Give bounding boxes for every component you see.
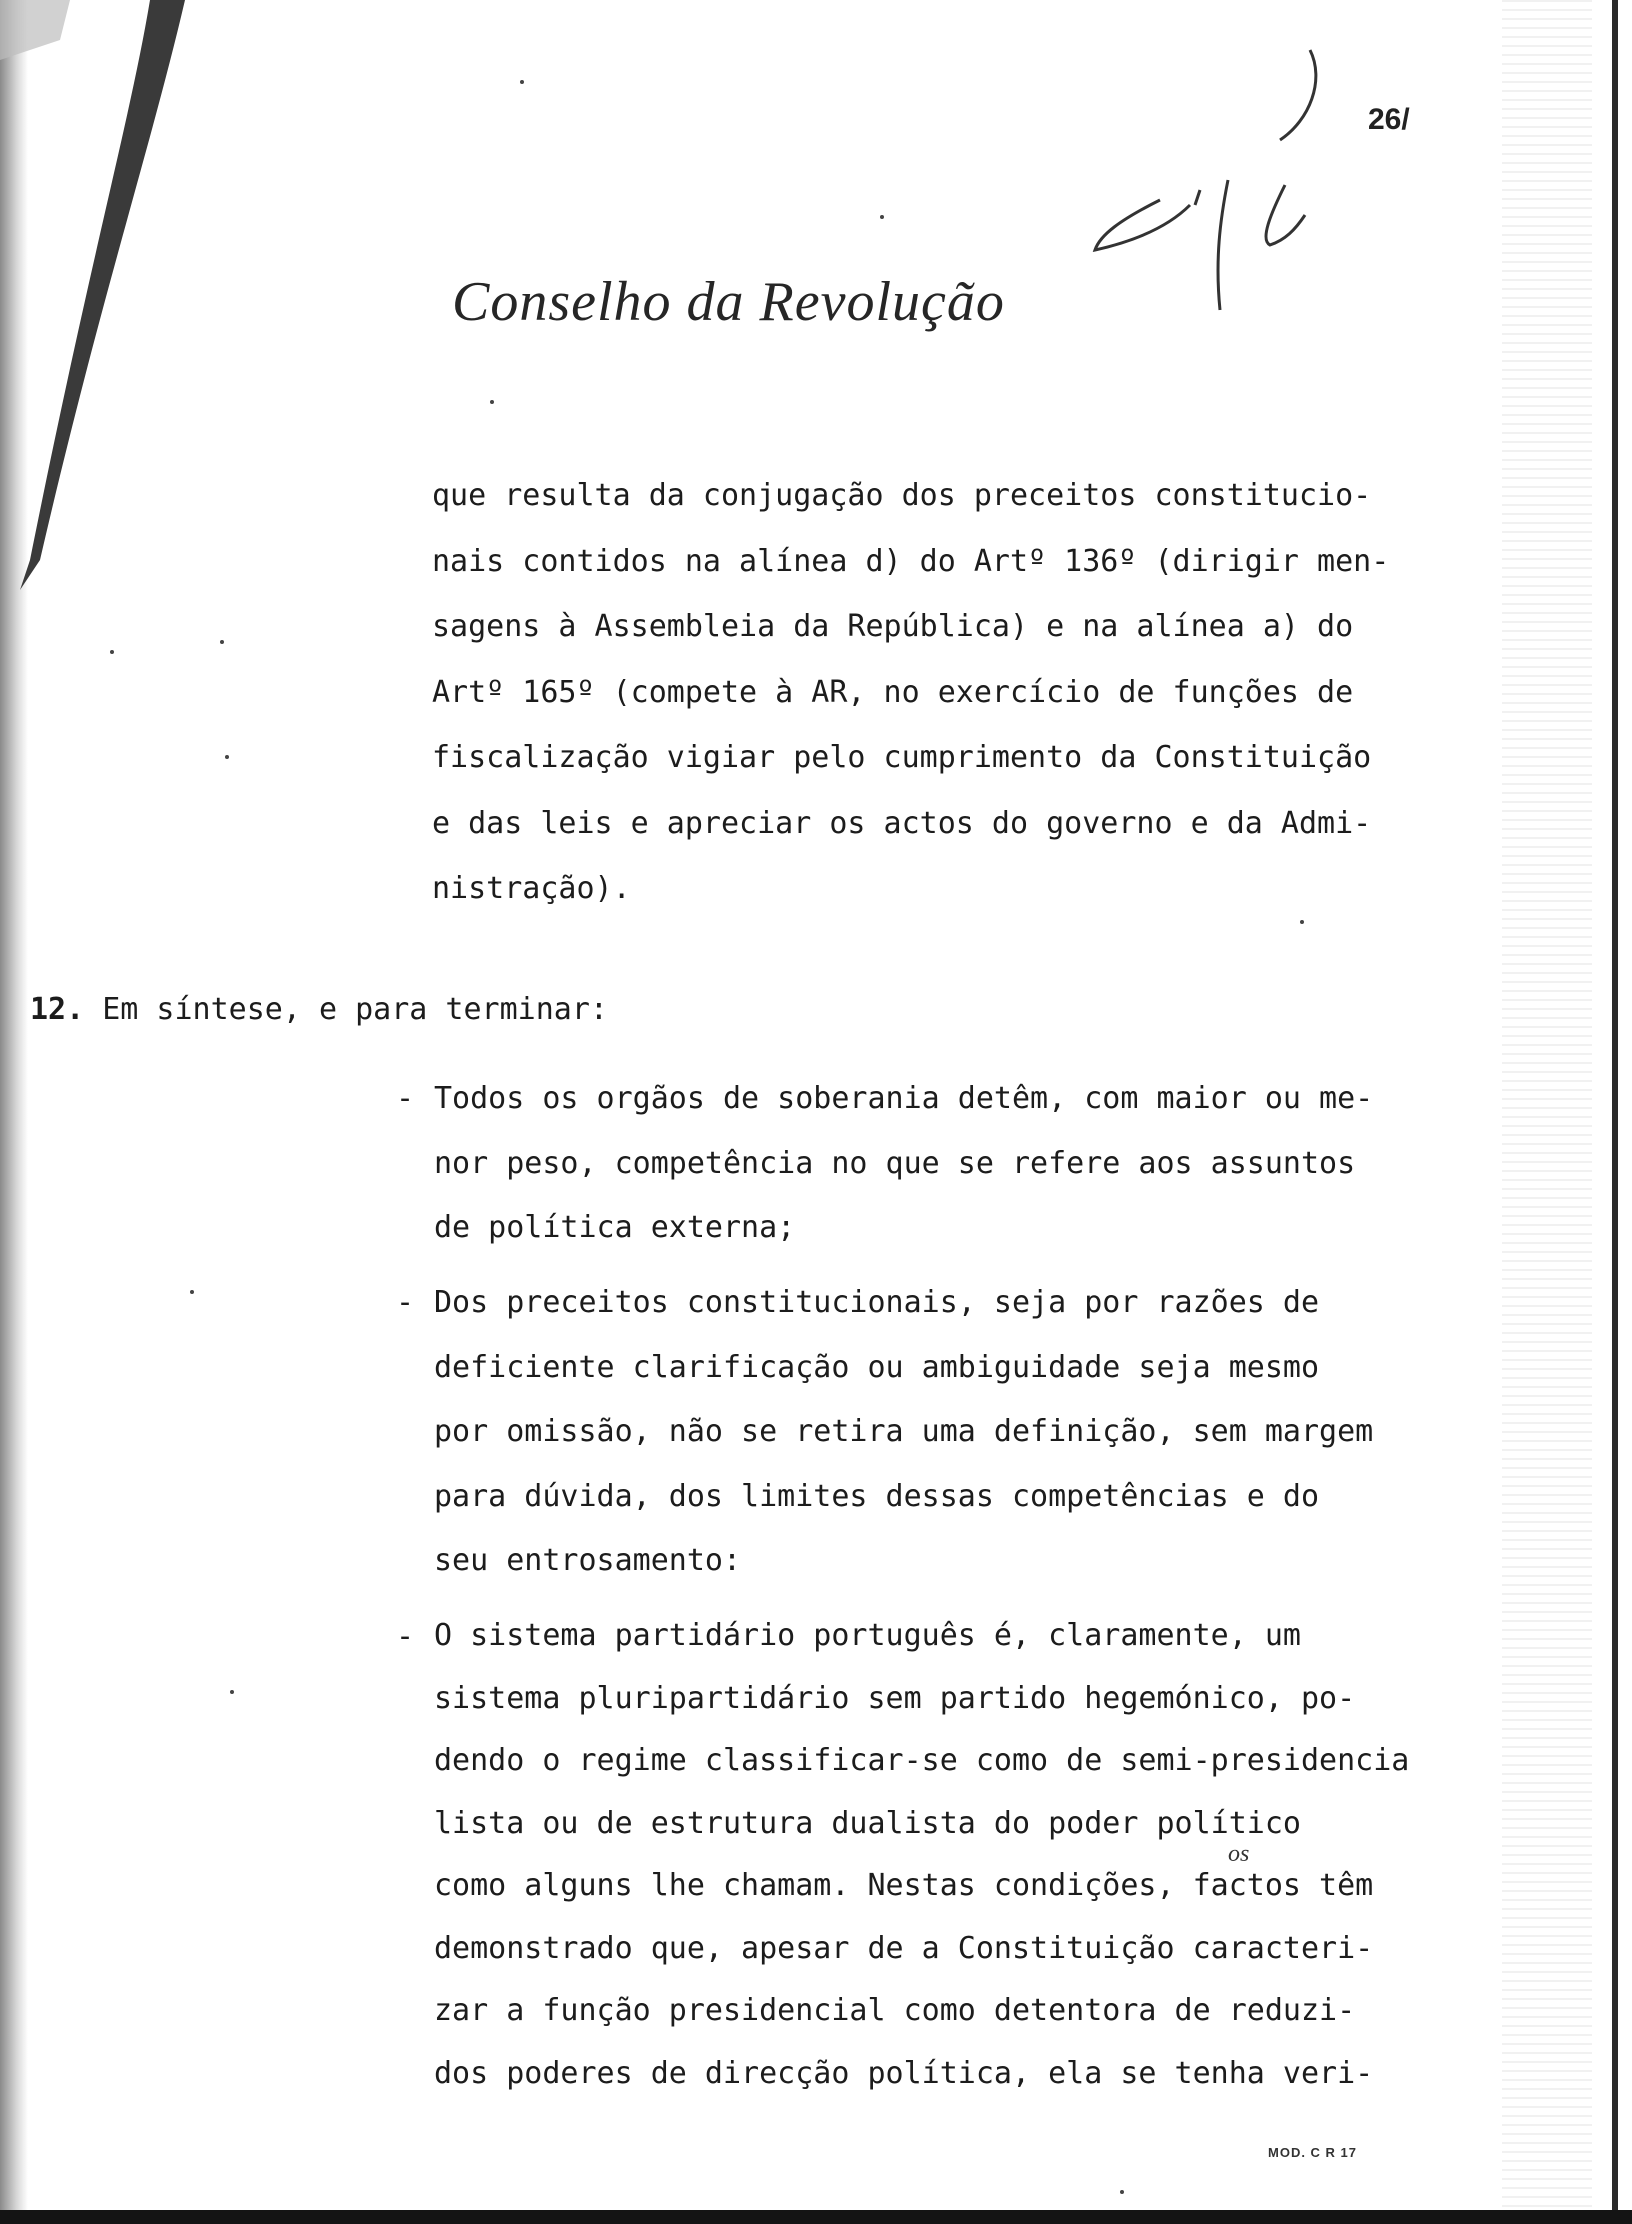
intro-line: nais contidos na alínea d) do Artº 136º (dirigir men- [432, 543, 1390, 579]
intro-line: nistração). [432, 871, 631, 906]
bullet-line: nor peso, competência no que se refere aos assuntos [434, 1145, 1356, 1181]
scan-speck [230, 1690, 234, 1694]
bullet-line: sistema pluripartidário sem partido hegemónico, po- [434, 1680, 1356, 1716]
bullet-line: de política externa; [434, 1210, 796, 1245]
scan-right-edge [1612, 0, 1618, 2224]
bullet-line: O sistema partidário português é, claramente, um [434, 1618, 1301, 1653]
bullet-line: dendo o regime classificar-se como de semi-presidencia [434, 1743, 1410, 1778]
section-title: Em síntese, e para terminar: [102, 992, 608, 1027]
scan-speck [880, 215, 884, 219]
scan-speck [1120, 2190, 1124, 2194]
letterhead: Conselho da Revolução [452, 271, 1005, 333]
scan-speck [190, 1290, 194, 1294]
intro-paragraph [432, 463, 1389, 922]
scan-right-speckle [1502, 0, 1592, 2224]
bullet-text [434, 1605, 1409, 2105]
bullet-text [434, 1271, 1373, 1594]
bullet-dash: - [396, 1285, 415, 1320]
bullet-line: por omissão, não se retira uma definição, sem margem [434, 1414, 1374, 1449]
intro-line: e das leis e apreciar os actos do governo e da Admi- [432, 805, 1372, 841]
scan-bottom-edge [0, 2210, 1632, 2224]
section-heading [30, 992, 608, 1027]
scan-speck [490, 400, 494, 404]
bullet-line: zar a função presidencial como detentora de reduzi- [434, 1993, 1356, 2028]
bullet-dash: - [396, 1619, 415, 1654]
bullet-line: lista ou de estrutura dualista do poder político [434, 1805, 1301, 1841]
intro-line: Artº 165º (compete à AR, no exercício de funções de [432, 674, 1354, 710]
bullet-line: Todos os orgãos de soberania detêm, com maior ou me- [434, 1081, 1374, 1116]
bullet-line: Dos preceitos constitucionais, seja por razões de [434, 1285, 1320, 1320]
scan-speck [225, 755, 229, 759]
scan-speck [220, 640, 224, 644]
bullet-line: como alguns lhe chamam. Nestas condições, factos têm [434, 1868, 1374, 1903]
handwritten-insertion: os [1228, 1841, 1250, 1867]
section-number: 12. [30, 992, 85, 1027]
form-code: MOD. C R 17 [1268, 2145, 1358, 2160]
scan-speck [520, 80, 524, 84]
bullet-text [434, 1067, 1373, 1261]
handwritten-initials [1080, 40, 1340, 320]
bullet-line: seu entrosamento: [434, 1543, 742, 1578]
bullet-line: demonstrado que, apesar de a Constituição caracteri- [434, 1930, 1374, 1966]
binding-shadow-stroke [0, 0, 240, 620]
bullet-line: dos poderes de direcção política, ela se tenha veri- [434, 2055, 1374, 2091]
bullet-dash: - [396, 1081, 415, 1116]
intro-line: sagens à Assembleia da República) e na alínea a) do [432, 609, 1354, 644]
bullet-line: para dúvida, dos limites dessas competências e do [434, 1478, 1320, 1514]
bullet-line: deficiente clarificação ou ambiguidade seja mesmo [434, 1349, 1320, 1385]
page-number: 26/ [1368, 103, 1410, 136]
intro-line: fiscalização vigiar pelo cumprimento da Constituição [432, 740, 1372, 775]
intro-line: que resulta da conjugação dos preceitos constitucio- [432, 478, 1372, 513]
scan-speck [110, 650, 114, 654]
